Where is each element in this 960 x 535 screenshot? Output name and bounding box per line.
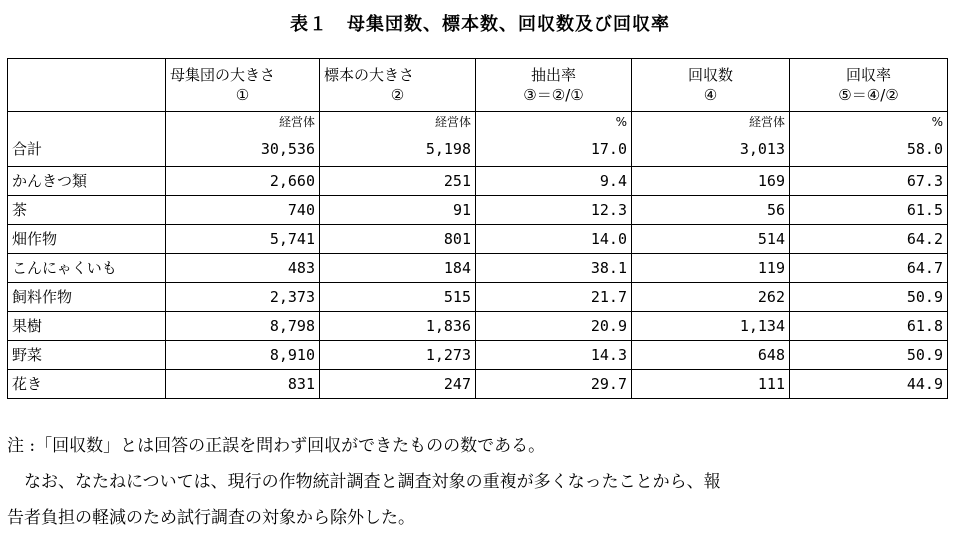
table-cell: 251 — [320, 167, 476, 196]
table-title: 表１ 母集団数、標本数、回収数及び回収率 — [290, 14, 670, 35]
table-cell: 61.8 — [790, 312, 948, 341]
table-row — [8, 254, 948, 283]
table-cell: 56 — [632, 196, 790, 225]
table-cell: 30,536 — [166, 142, 320, 167]
table-cell: 1,836 — [320, 312, 476, 341]
table-cell: 801 — [320, 225, 476, 254]
table-cell: 50.9 — [790, 283, 948, 312]
table-cell: 12.3 — [476, 196, 632, 225]
table-row — [8, 341, 948, 370]
row-label: 合計 — [8, 142, 166, 167]
table-cell: 2,660 — [166, 167, 320, 196]
unit-cell: 経営体 — [320, 112, 476, 143]
row-label: 畑作物 — [8, 225, 166, 254]
header-corner — [8, 59, 166, 112]
table-cell: 1,134 — [632, 312, 790, 341]
table-cell: 111 — [632, 370, 790, 399]
table-cell: 8,798 — [166, 312, 320, 341]
table-cell: 64.2 — [790, 225, 948, 254]
footnote-line-3: 告者負担の軽減のため試行調査の対象から除外した。 — [7, 508, 415, 528]
table-cell: 514 — [632, 225, 790, 254]
table-cell: 648 — [632, 341, 790, 370]
table-cell: 5,198 — [320, 142, 476, 167]
table-cell: 740 — [166, 196, 320, 225]
survey-table — [7, 58, 948, 399]
table-row — [8, 370, 948, 399]
row-label: 野菜 — [8, 341, 166, 370]
table-cell: 67.3 — [790, 167, 948, 196]
table-cell: 119 — [632, 254, 790, 283]
table-row — [8, 312, 948, 341]
header-collection-rate-label: 回収率 — [845, 66, 891, 84]
header-sampling-rate — [476, 59, 632, 112]
header-population-num: ① — [235, 86, 250, 104]
table-cell: 2,373 — [166, 283, 320, 312]
header-collection-rate-formula: ⑤＝④/② — [838, 86, 899, 104]
table-cell: 91 — [320, 196, 476, 225]
table-cell: 8,910 — [166, 341, 320, 370]
header-collected — [632, 59, 790, 112]
row-label: 飼料作物 — [8, 283, 166, 312]
header-collected-num: ④ — [703, 86, 718, 104]
table-cell: 44.9 — [790, 370, 948, 399]
table-cell: 29.7 — [476, 370, 632, 399]
table-cell: 14.0 — [476, 225, 632, 254]
table-cell: 20.9 — [476, 312, 632, 341]
table-row — [8, 196, 948, 225]
header-sample-num: ② — [390, 86, 405, 104]
table-cell: 61.5 — [790, 196, 948, 225]
header-sample-label: 標本の大きさ — [324, 66, 415, 84]
table-cell: 262 — [632, 283, 790, 312]
table-row — [8, 225, 948, 254]
footnote-line-2: なお、なたねについては、現行の作物統計調査と調査対象の重複が多くなったことから、報 — [7, 472, 721, 492]
table-cell: 169 — [632, 167, 790, 196]
table-cell: 515 — [320, 283, 476, 312]
table-cell: 831 — [166, 370, 320, 399]
table-cell: 64.7 — [790, 254, 948, 283]
table-cell: 184 — [320, 254, 476, 283]
header-collected-label: 回収数 — [687, 66, 733, 84]
unit-cell: % — [476, 112, 632, 143]
unit-row — [8, 112, 948, 143]
header-population-size — [166, 59, 320, 112]
table-cell: 58.0 — [790, 142, 948, 167]
unit-cell: % — [790, 112, 948, 143]
table-cell: 50.9 — [790, 341, 948, 370]
row-label: 果樹 — [8, 312, 166, 341]
row-label: こんにゃくいも — [8, 254, 166, 283]
header-sampling-rate-formula: ③＝②/① — [523, 86, 584, 104]
row-label: かんきつ類 — [8, 167, 166, 196]
table-cell: 247 — [320, 370, 476, 399]
unit-row-label — [8, 112, 166, 143]
row-label: 茶 — [8, 196, 166, 225]
table-cell: 14.3 — [476, 341, 632, 370]
table-row — [8, 142, 948, 167]
table-cell: 3,013 — [632, 142, 790, 167]
table-cell: 9.4 — [476, 167, 632, 196]
unit-cell: 経営体 — [166, 112, 320, 143]
table-row — [8, 167, 948, 196]
table-cell: 5,741 — [166, 225, 320, 254]
table-cell: 21.7 — [476, 283, 632, 312]
table-row — [8, 283, 948, 312]
header-sampling-rate-label: 抽出率 — [530, 66, 576, 84]
header-population-label: 母集団の大きさ — [170, 66, 276, 84]
table-cell: 483 — [166, 254, 320, 283]
header-sample-size — [320, 59, 476, 112]
table-cell: 17.0 — [476, 142, 632, 167]
table-cell: 1,273 — [320, 341, 476, 370]
table-cell: 38.1 — [476, 254, 632, 283]
unit-cell: 経営体 — [632, 112, 790, 143]
footnote-line-1: 注 :「回収数」とは回答の正誤を問わず回収ができたものの数である。 — [7, 436, 546, 456]
row-label: 花き — [8, 370, 166, 399]
header-collection-rate — [790, 59, 948, 112]
header-row — [8, 59, 948, 112]
